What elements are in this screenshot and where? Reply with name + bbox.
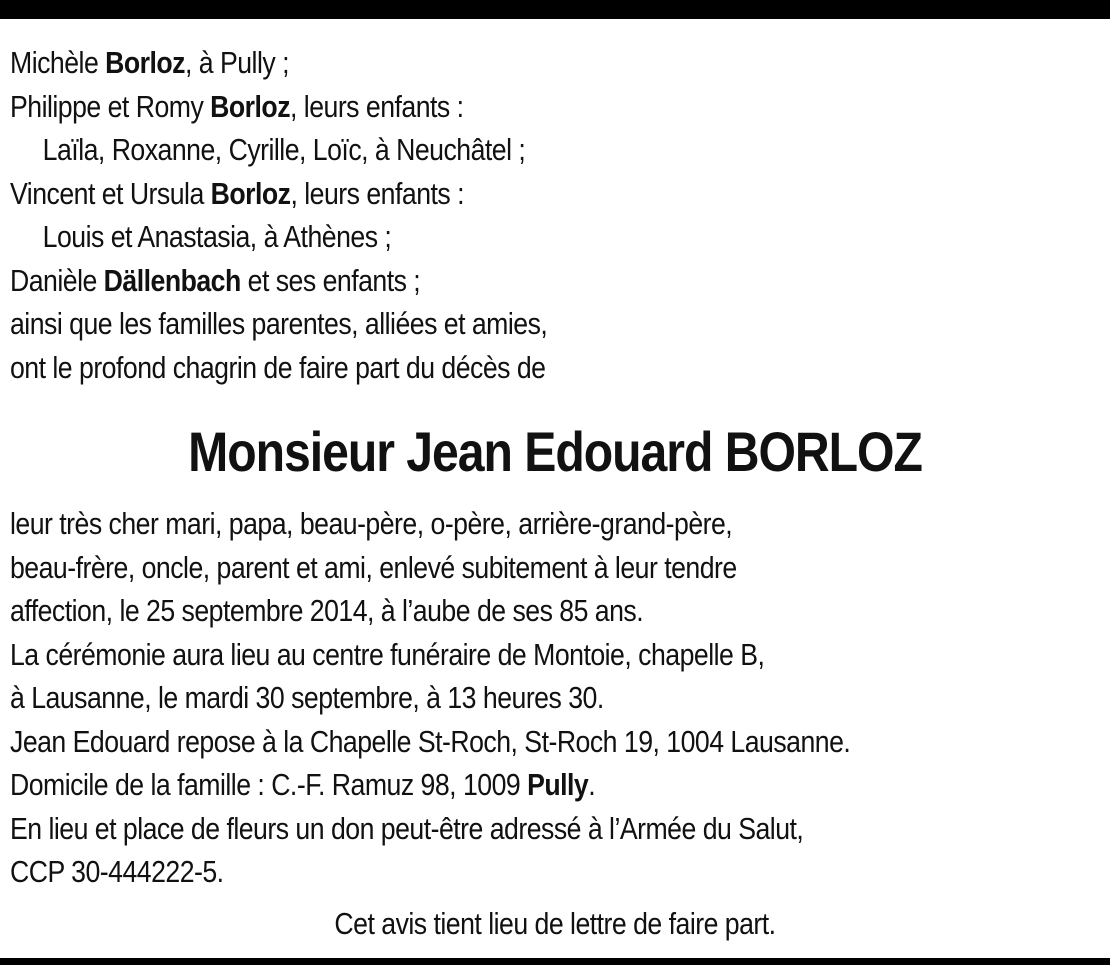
- address-end: .: [588, 767, 596, 802]
- family-line-rest: , leurs enfants :: [290, 175, 464, 211]
- family-surname: Borloz: [210, 88, 291, 124]
- family-surname: Dällenbach: [103, 262, 241, 298]
- family-given-names: Vincent et Ursula: [10, 175, 211, 211]
- top-rule: [0, 0, 1110, 19]
- address-text: Domicile de la famille : C.-F. Ramuz 98, 1009: [10, 767, 528, 802]
- family-line-2: [10, 85, 952, 129]
- details-line: leur très cher mari, papa, beau-père, o-père, arrière-grand-père,: [10, 506, 733, 541]
- ccp-line: CCP 30-444222-5.: [10, 854, 224, 889]
- family-children-line: Louis et Anastasia, à Athènes ;: [42, 219, 392, 254]
- family-line-rest: , leurs enfants :: [290, 88, 464, 124]
- family-line-rest: , à Pully ;: [184, 45, 289, 80]
- family-line-3: [10, 172, 952, 216]
- donation-line: En lieu et place de fleurs un don peut-être adressé à l’Armée du Salut,: [10, 810, 804, 846]
- family-given-names: Danièle: [10, 262, 104, 298]
- family-line-rest: et ses enfants ;: [240, 262, 421, 298]
- bottom-rule: [0, 958, 1110, 965]
- notice-details: [10, 502, 952, 894]
- family-line-4: [10, 259, 952, 303]
- repose-line: Jean Edouard repose à la Chapelle St-Roch, St-Roch 19, 1004 Lausanne.: [10, 723, 851, 759]
- family-given-names: Philippe et Romy: [10, 88, 211, 124]
- footer-note: Cet avis tient lieu de lettre de faire part.: [334, 906, 776, 941]
- family-line-1: [10, 41, 952, 85]
- ceremony-date-line: à Lausanne, le mardi 30 septembre, à 13 heures 30.: [10, 680, 604, 715]
- family-surname: Borloz: [105, 45, 185, 80]
- details-line: affection, le 25 septembre 2014, à l’aube de ses 85 ans.: [10, 593, 644, 628]
- family-list: [10, 41, 952, 389]
- family-surname: Borloz: [210, 175, 291, 211]
- family-given-names: Michèle: [10, 45, 106, 80]
- allies-line: ainsi que les familles parentes, alliées et amies,: [10, 306, 548, 341]
- details-line: beau-frère, oncle, parent et ami, enlevé subitement à leur tendre: [10, 549, 737, 585]
- ceremony-line: La cérémonie aura lieu au centre funéraire de Montoie, chapelle B,: [10, 636, 765, 672]
- announcement-line: ont le profond chagrin de faire part du décès de: [10, 349, 546, 385]
- family-address-line: [10, 763, 952, 807]
- address-town: Pully: [527, 767, 589, 802]
- family-children-line: Laïla, Roxanne, Cyrille, Loïc, à Neuchâtel ;: [42, 132, 526, 167]
- deceased-name-heading: Monsieur Jean Edouard BORLOZ: [188, 420, 922, 483]
